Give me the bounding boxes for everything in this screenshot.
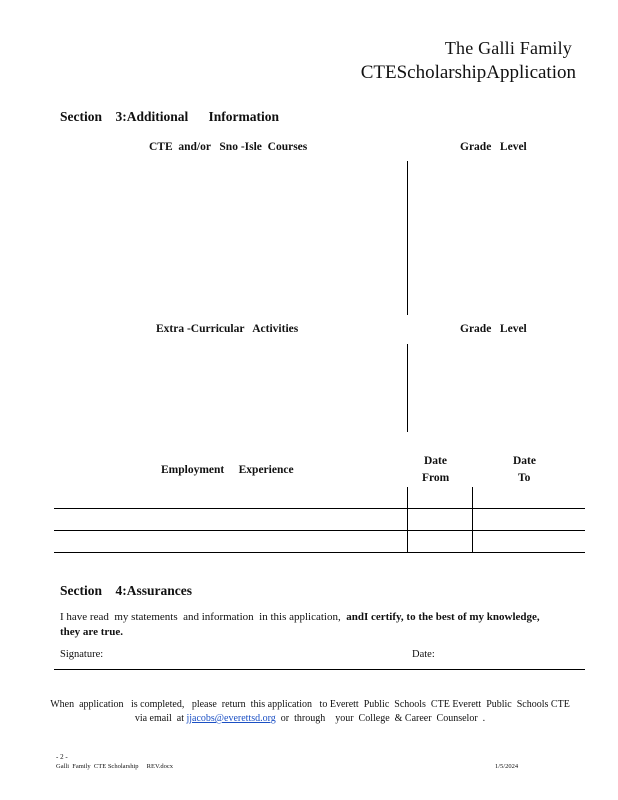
employment-divider-from (407, 487, 408, 553)
submission-instructions (50, 698, 573, 726)
page-number: - 2 - (56, 753, 68, 761)
courses-grade-header: Grade Level (460, 141, 527, 153)
courses-header: CTE and/or Sno -Isle Courses (149, 141, 308, 153)
employment-row-line-3 (54, 552, 585, 553)
file-date: 1/5/2024 (495, 763, 519, 770)
employment-row-line-1 (54, 508, 585, 509)
certification-statement-bold: andI certify, to the best of my knowledge, they are true. (60, 611, 540, 638)
courses-column-divider (407, 161, 408, 315)
signature-label: Signature: (60, 649, 104, 660)
instructions-text-part1: When application is completed, please return this application to Everett Public Schools CTE Everett Public Schools CTE via email at (50, 699, 573, 724)
file-name: Galli Family CTE Scholarship REV.docx (56, 763, 174, 770)
email-link[interactable]: jjacobs@everettsd.org (186, 713, 276, 724)
activities-column-divider (407, 344, 408, 432)
date-from-header-line2: From (422, 472, 450, 484)
section-4-title: Section 4:Assurances (60, 583, 192, 598)
employment-divider-to (472, 487, 473, 553)
activities-grade-header: Grade Level (460, 323, 527, 335)
date-to-header-line1: Date (513, 455, 536, 467)
instructions-text-part2: or through your College & Career Counselor . (275, 713, 486, 724)
employment-header: Employment Experience (161, 464, 294, 476)
section-3-title: Section 3:Additional Information (60, 109, 280, 124)
date-from-header-line1: Date (424, 455, 447, 467)
document-title-line1: The Galli Family (444, 38, 572, 58)
activities-header: Extra -Curricular Activities (156, 323, 299, 335)
date-to-header-line2: To (518, 472, 531, 484)
certification-statement-plain: I have read my statements and information in this application, (60, 611, 347, 623)
certification-statement (60, 610, 540, 640)
date-label: Date: (412, 649, 435, 660)
document-title-line2: CTEScholarshipApplication (360, 62, 576, 83)
signature-line (54, 669, 585, 670)
employment-row-line-2 (54, 530, 585, 531)
